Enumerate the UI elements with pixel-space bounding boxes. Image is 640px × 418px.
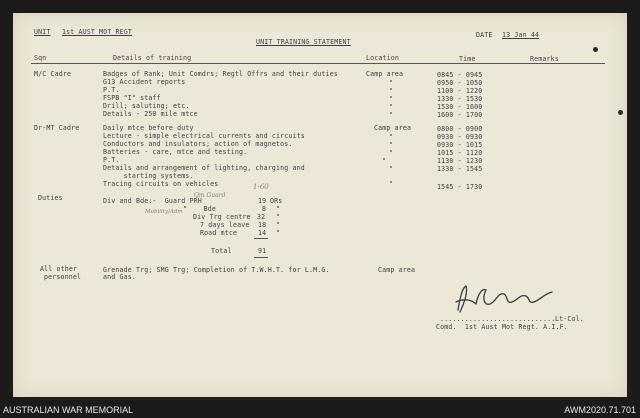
duty-name: " Bde [183,205,216,213]
duty-count: 19 [258,197,267,205]
handwritten-note: Mobility/Adm [145,209,183,215]
ditto-mark: " [389,149,394,157]
duty-name: 7 days leave [200,221,250,229]
handwritten-margin-number: 1-60 [253,183,269,191]
training-detail: Lecture - simple electrical currents and circuits [103,132,305,140]
ditto-mark: " [389,180,394,188]
training-detail: Conductors and insulators; action of magnetos. [103,140,293,148]
training-detail: Details - 250 mile mtce [103,110,198,118]
other-location: Camp area [378,266,416,274]
signature-mark [448,280,568,320]
training-time: 0930 - 1015 [437,141,483,149]
unit-value: 1st AUST MOT REGT [62,28,133,36]
ditto-mark: " [389,165,394,173]
handwritten-note: Qm Guard [194,192,226,199]
signature-rank: Lt-Col. [555,315,584,323]
training-detail: FSPB "I" staff [103,94,161,102]
ditto-mark: " [382,157,387,165]
training-detail: G13 Accident reports [103,78,186,86]
duty-unit: " [276,205,281,213]
total-rule-top [254,238,268,239]
other-detail: and Gas. [103,273,136,281]
total-label: Total [211,247,232,255]
training-time: 0950 - 1050 [437,79,483,87]
date-value: 13 Jan 44 [502,31,540,39]
ditto-mark: " [389,141,394,149]
training-time: 0800 - 0900 [437,125,483,133]
duty-unit: " [276,213,281,221]
section-location: Camp area [374,124,412,132]
punch-hole-icon [593,47,598,52]
document-title: UNIT TRAINING STATEMENT [256,38,351,46]
duty-unit: " [276,221,281,229]
signature-title: Comd. 1st Aust Mot Regt. A.I.F. [436,323,568,331]
training-detail: Daily mtce before duty [103,124,194,132]
footer-archive-name: AUSTRALIAN WAR MEMORIAL [3,405,134,415]
column-sqn: Sqn [34,54,47,62]
column-remarks: Remarks [530,55,559,63]
training-time: 1330 - 1530 [437,95,483,103]
ditto-mark: " [389,79,394,87]
ditto-mark: " [389,95,394,103]
total-rule-bottom [254,257,268,258]
training-detail: starting systems. [103,172,194,180]
other-detail: Grenade Trg; SMG Trg; Completion of T.W.H.T. for L.M.G. [103,266,330,274]
header-rule [31,63,605,64]
duty-name: Div and Bde:- Guard PRH [103,197,202,205]
training-time: 0845 - 0945 [437,71,483,79]
training-time: 1015 - 1120 [437,149,483,157]
ditto-mark: " [389,87,394,95]
duty-name: Road mtce [200,229,238,237]
duty-unit: ORs [270,197,283,205]
duties-label: Duties [38,194,63,202]
column-location: Location [366,54,399,62]
training-time: 1100 - 1220 [437,87,483,95]
training-detail: Drill; saluting; etc. [103,102,190,110]
duty-count: 14 [258,229,267,237]
training-detail: Badges of Rank; Unit Comdrs; Regtl Offrs and their duties [103,70,338,78]
duty-unit: " [276,229,281,237]
duty-count: 18 [258,221,267,229]
training-time: 1545 - 1730 [437,183,483,191]
section-sqn: Dr-MT Cadre [34,124,80,132]
footer-accession-number: AWM2020.71.701 [564,405,636,415]
training-detail: Details and arrangement of lighting, charging and [103,164,305,172]
training-time: 1130 - 1230 [437,157,483,165]
signature-dots: ............................ [440,315,556,323]
total-value: 91 [258,247,267,255]
training-time: 1530 - 1600 [437,103,483,111]
other-label: personnel [44,273,82,281]
other-label: All other [40,265,78,273]
training-detail: P.T. [103,86,120,94]
training-detail: P.T. [103,156,120,164]
unit-label: UNIT [34,28,51,36]
duty-count: 8 [262,205,267,213]
punch-hole-icon [618,110,623,115]
date-label: DATE [476,31,493,39]
ditto-mark: " [389,103,394,111]
training-time: 1330 - 1545 [437,165,483,173]
duty-name: Div Trg centre [193,213,251,221]
column-details: Details of training [113,54,192,62]
training-time: 1600 - 1700 [437,111,483,119]
training-detail: Tracing circuits on vehicles [103,180,219,188]
section-sqn: M/C Cadre [34,70,72,78]
training-detail: Batteries - care, mtce and testing. [103,148,248,156]
training-time: 0930 - 0930 [437,133,483,141]
ditto-mark: " [389,133,394,141]
duty-count: 32 [257,213,266,221]
ditto-mark: " [389,111,394,119]
section-location: Camp area [366,70,404,78]
column-time: Time [459,55,476,63]
